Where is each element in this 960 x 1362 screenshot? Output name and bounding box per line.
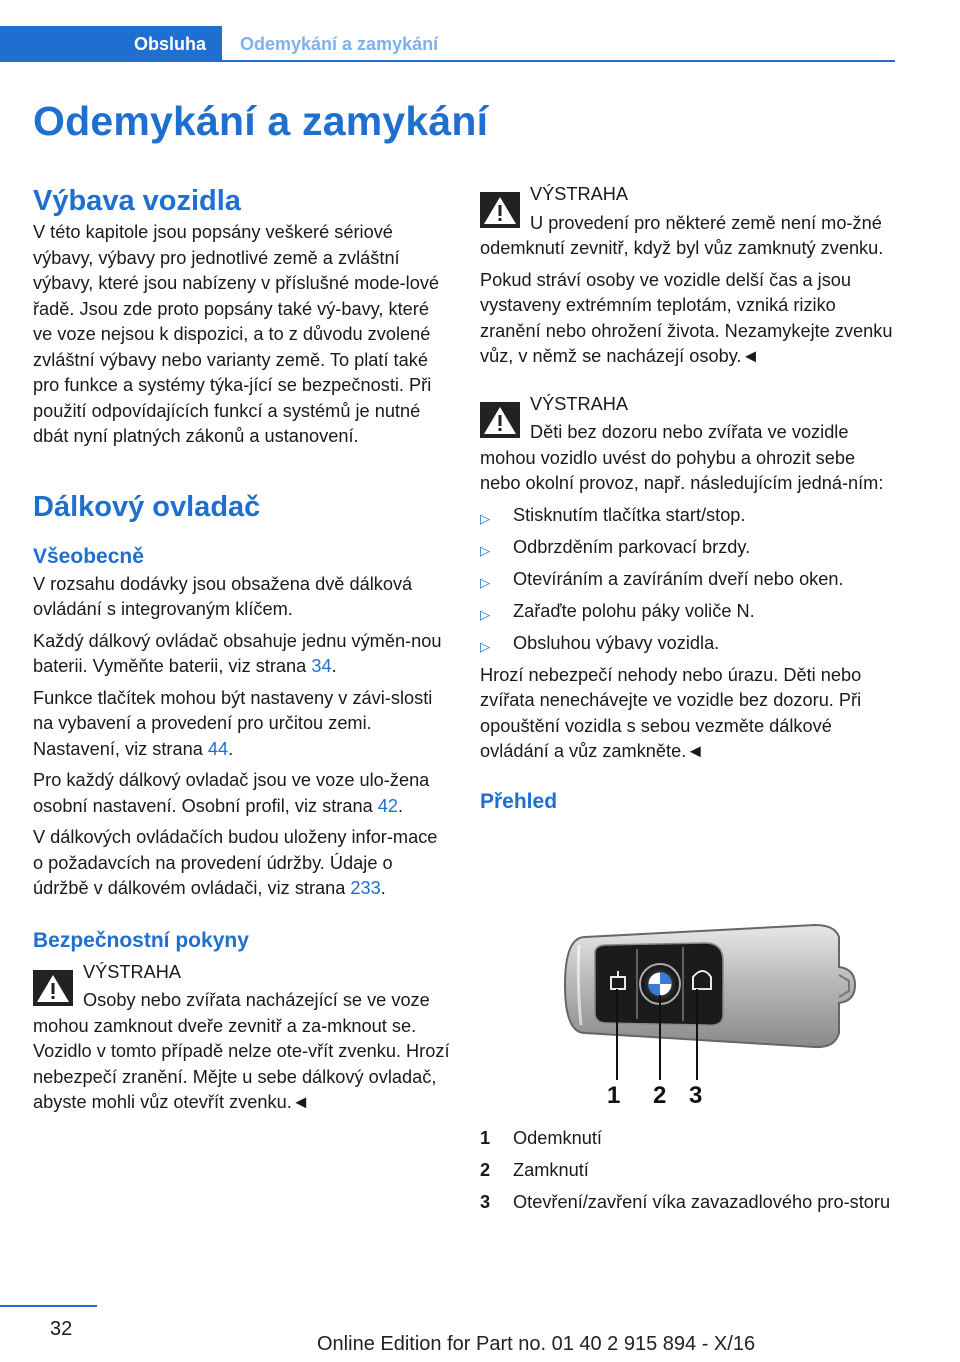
- list-item: [480, 599, 900, 625]
- legend-text: Otevření/zavření víka zavazadlového pro‐storu: [513, 1192, 891, 1212]
- list-item-text: Stisknutím tlačítka start/stop.: [513, 504, 746, 525]
- warning-text: [480, 420, 900, 497]
- period: .: [331, 656, 337, 676]
- triangle-bullet-icon: ▷: [480, 542, 490, 558]
- warning-heading: VÝSTRAHA: [83, 961, 182, 982]
- paragraph-nebezpeci: Hrozí nebezpečí nehody nebo úrazu. Děti nebo zvířata nenechávejte ve vozidle bez dozoru. Při opouštění vozidla s sebou vezměte dálkové ovládání a vůz zamkněte.◄: [480, 664, 862, 761]
- paragraph-teploty: Pokud stráví osoby ve vozidle delší čas a jsou vystaveny extrémním teplotám, vzniká riziko zranění nebo ohrožení života. Nezamykejte zvenku vůz, v němž se nacházejí osoby.◄: [480, 269, 893, 366]
- triangle-bullet-icon: ▷: [480, 638, 490, 654]
- warning-icon: [480, 192, 520, 228]
- triangle-bullet-icon: ▷: [480, 574, 490, 590]
- callout-1: 1: [607, 1082, 621, 1109]
- subsection-prehled-title: Přehled: [480, 789, 558, 813]
- legend-item: [480, 1126, 900, 1152]
- period: .: [228, 738, 234, 759]
- footer-divider: [0, 1305, 97, 1307]
- subsection-vseobecne-title: Všeobecně: [33, 544, 144, 568]
- warning-text: [33, 988, 451, 1116]
- list-item: [480, 535, 900, 561]
- hazard-list: [480, 503, 900, 657]
- legend-number: 1: [480, 1128, 491, 1148]
- paragraph-udrzba-text: V dálkových ovládačích budou uloženy infor‐mace o požadavcích na provedení údržby. Údaje o údržbě v dálkovém ovládači, viz strana: [33, 827, 438, 898]
- paragraph-baterie-text: Každý dálkový ovládač obsahuje jednu výměn‐nou baterii. Vyměňte baterii, viz strana: [33, 630, 442, 676]
- paragraph-baterie: [33, 629, 451, 680]
- tab-obsluha-label: Obsluha: [133, 33, 206, 54]
- link-page-233[interactable]: 233: [350, 878, 381, 898]
- page-title: Odemykání a zamykání: [33, 98, 489, 144]
- legend-number: 2: [480, 1160, 491, 1180]
- warning-icon: [480, 402, 520, 438]
- warning-block-1: [33, 960, 451, 1116]
- warning-text-content: U provedení pro některé země není mo‐žné odemknutí zevnitř, když byl vůz zamknutý zvenku.: [480, 212, 884, 258]
- header-bar: [0, 26, 895, 62]
- warning-text: [480, 211, 900, 262]
- key-legend: [480, 1126, 900, 1222]
- warning-text-content: Osoby nebo zvířata nacházející se ve voze mohou zamknout dveře zevnitř a za‐mknout se. Vozidlo v tomto případě nelze ote‐vřít zvenku. Hrozí nebezpečí zranění. Mějte u sebe dálkový ovladač, abyste mohli vůz otevřít zvenku.◄: [33, 990, 450, 1112]
- tab-odemykani-label: Odemykání a zamykání: [240, 33, 439, 54]
- right-column: [480, 182, 900, 817]
- legend-item: [480, 1158, 900, 1184]
- callout-3: 3: [689, 1082, 703, 1109]
- page-number: 32: [50, 1318, 73, 1340]
- warning-heading: VÝSTRAHA: [530, 393, 629, 414]
- key-fob-illustration: [555, 915, 875, 1110]
- paragraph-udrzba: [33, 825, 451, 902]
- callout-2: 2: [653, 1082, 667, 1109]
- header-divider: [222, 60, 895, 62]
- legend-number: 3: [480, 1192, 491, 1212]
- subsection-bezpecnost-title: Bezpečnostní pokyny: [33, 928, 249, 952]
- period: .: [380, 878, 386, 898]
- warning-heading: VÝSTRAHA: [530, 184, 629, 204]
- triangle-bullet-icon: ▷: [480, 606, 490, 622]
- warning-block-3: [480, 392, 900, 497]
- tab-obsluha[interactable]: [0, 26, 222, 62]
- paragraph-profil-text: Pro každý dálkový ovladač jsou ve voze ulo‐žena osobní nastavení. Osobní profil, viz strana: [33, 770, 430, 816]
- list-item-text: Zařaďte polohu páky voliče N.: [513, 600, 755, 621]
- list-item: [480, 567, 900, 593]
- list-item: [480, 631, 900, 657]
- legend-item: [480, 1190, 900, 1216]
- warning-block-2: [480, 182, 900, 262]
- list-item: [480, 503, 900, 529]
- triangle-bullet-icon: ▷: [480, 510, 490, 526]
- section-dalkovy-title: Dálkový ovladač: [33, 490, 261, 523]
- legend-text: Zamknutí: [513, 1160, 589, 1180]
- link-page-42[interactable]: 42: [377, 795, 398, 816]
- link-page-34[interactable]: 34: [311, 656, 332, 676]
- paragraph-funkce: [33, 686, 451, 763]
- list-item-text: Otevíráním a zavíráním dveří nebo oken.: [513, 568, 844, 589]
- legend-text: Odemknutí: [513, 1128, 602, 1148]
- paragraph-dodavka: V rozsahu dodávky jsou obsažena dvě dálková ovládání s integrovaným klíčem.: [33, 573, 413, 619]
- footer-edition: Online Edition for Part no. 01 40 2 915 894 - X/16: [317, 1333, 756, 1355]
- link-page-44[interactable]: 44: [207, 738, 229, 759]
- section-vybava-text: V této kapitole jsou popsány veškeré sériové výbavy, výbavy pro jednotlivé země a zvláštní výbavy, které jsou nabízeny v příslušné mode‐lové řadě. Jsou zde proto popsány také vý‐bavy, které ve voze nejsou k dispozici, a to z důvodu zvolené zvláštní výbavy nebo varianty země. To platí také pro funkce a systémy týka‐jící se bezpečnosti. Při použití odpovídajících funkcí a systémů je nutné dbát nyní platných zákonů a ustanovení.: [33, 222, 440, 446]
- paragraph-funkce-text: Funkce tlačítek mohou být nastaveny v závi‐slosti na vybavení a provedení pro určitou zemi. Nastavení, viz strana: [33, 687, 433, 759]
- left-column: [33, 182, 451, 1122]
- warning-icon: [33, 970, 73, 1006]
- section-vybava-title: Výbava vozidla: [33, 185, 241, 217]
- paragraph-profil: [33, 768, 451, 819]
- warning-text-content: Děti bez dozoru nebo zvířata ve vozidle mohou vozidlo uvést do pohybu a ohrozit sebe nebo okolní provoz, např. následujícím jedná‐ním:: [480, 422, 884, 493]
- list-item-text: Obsluhou výbavy vozidla.: [513, 632, 720, 653]
- list-item-text: Odbrzděním parkovací brzdy.: [513, 536, 751, 557]
- period: .: [397, 795, 404, 816]
- tab-odemykani[interactable]: [240, 26, 438, 62]
